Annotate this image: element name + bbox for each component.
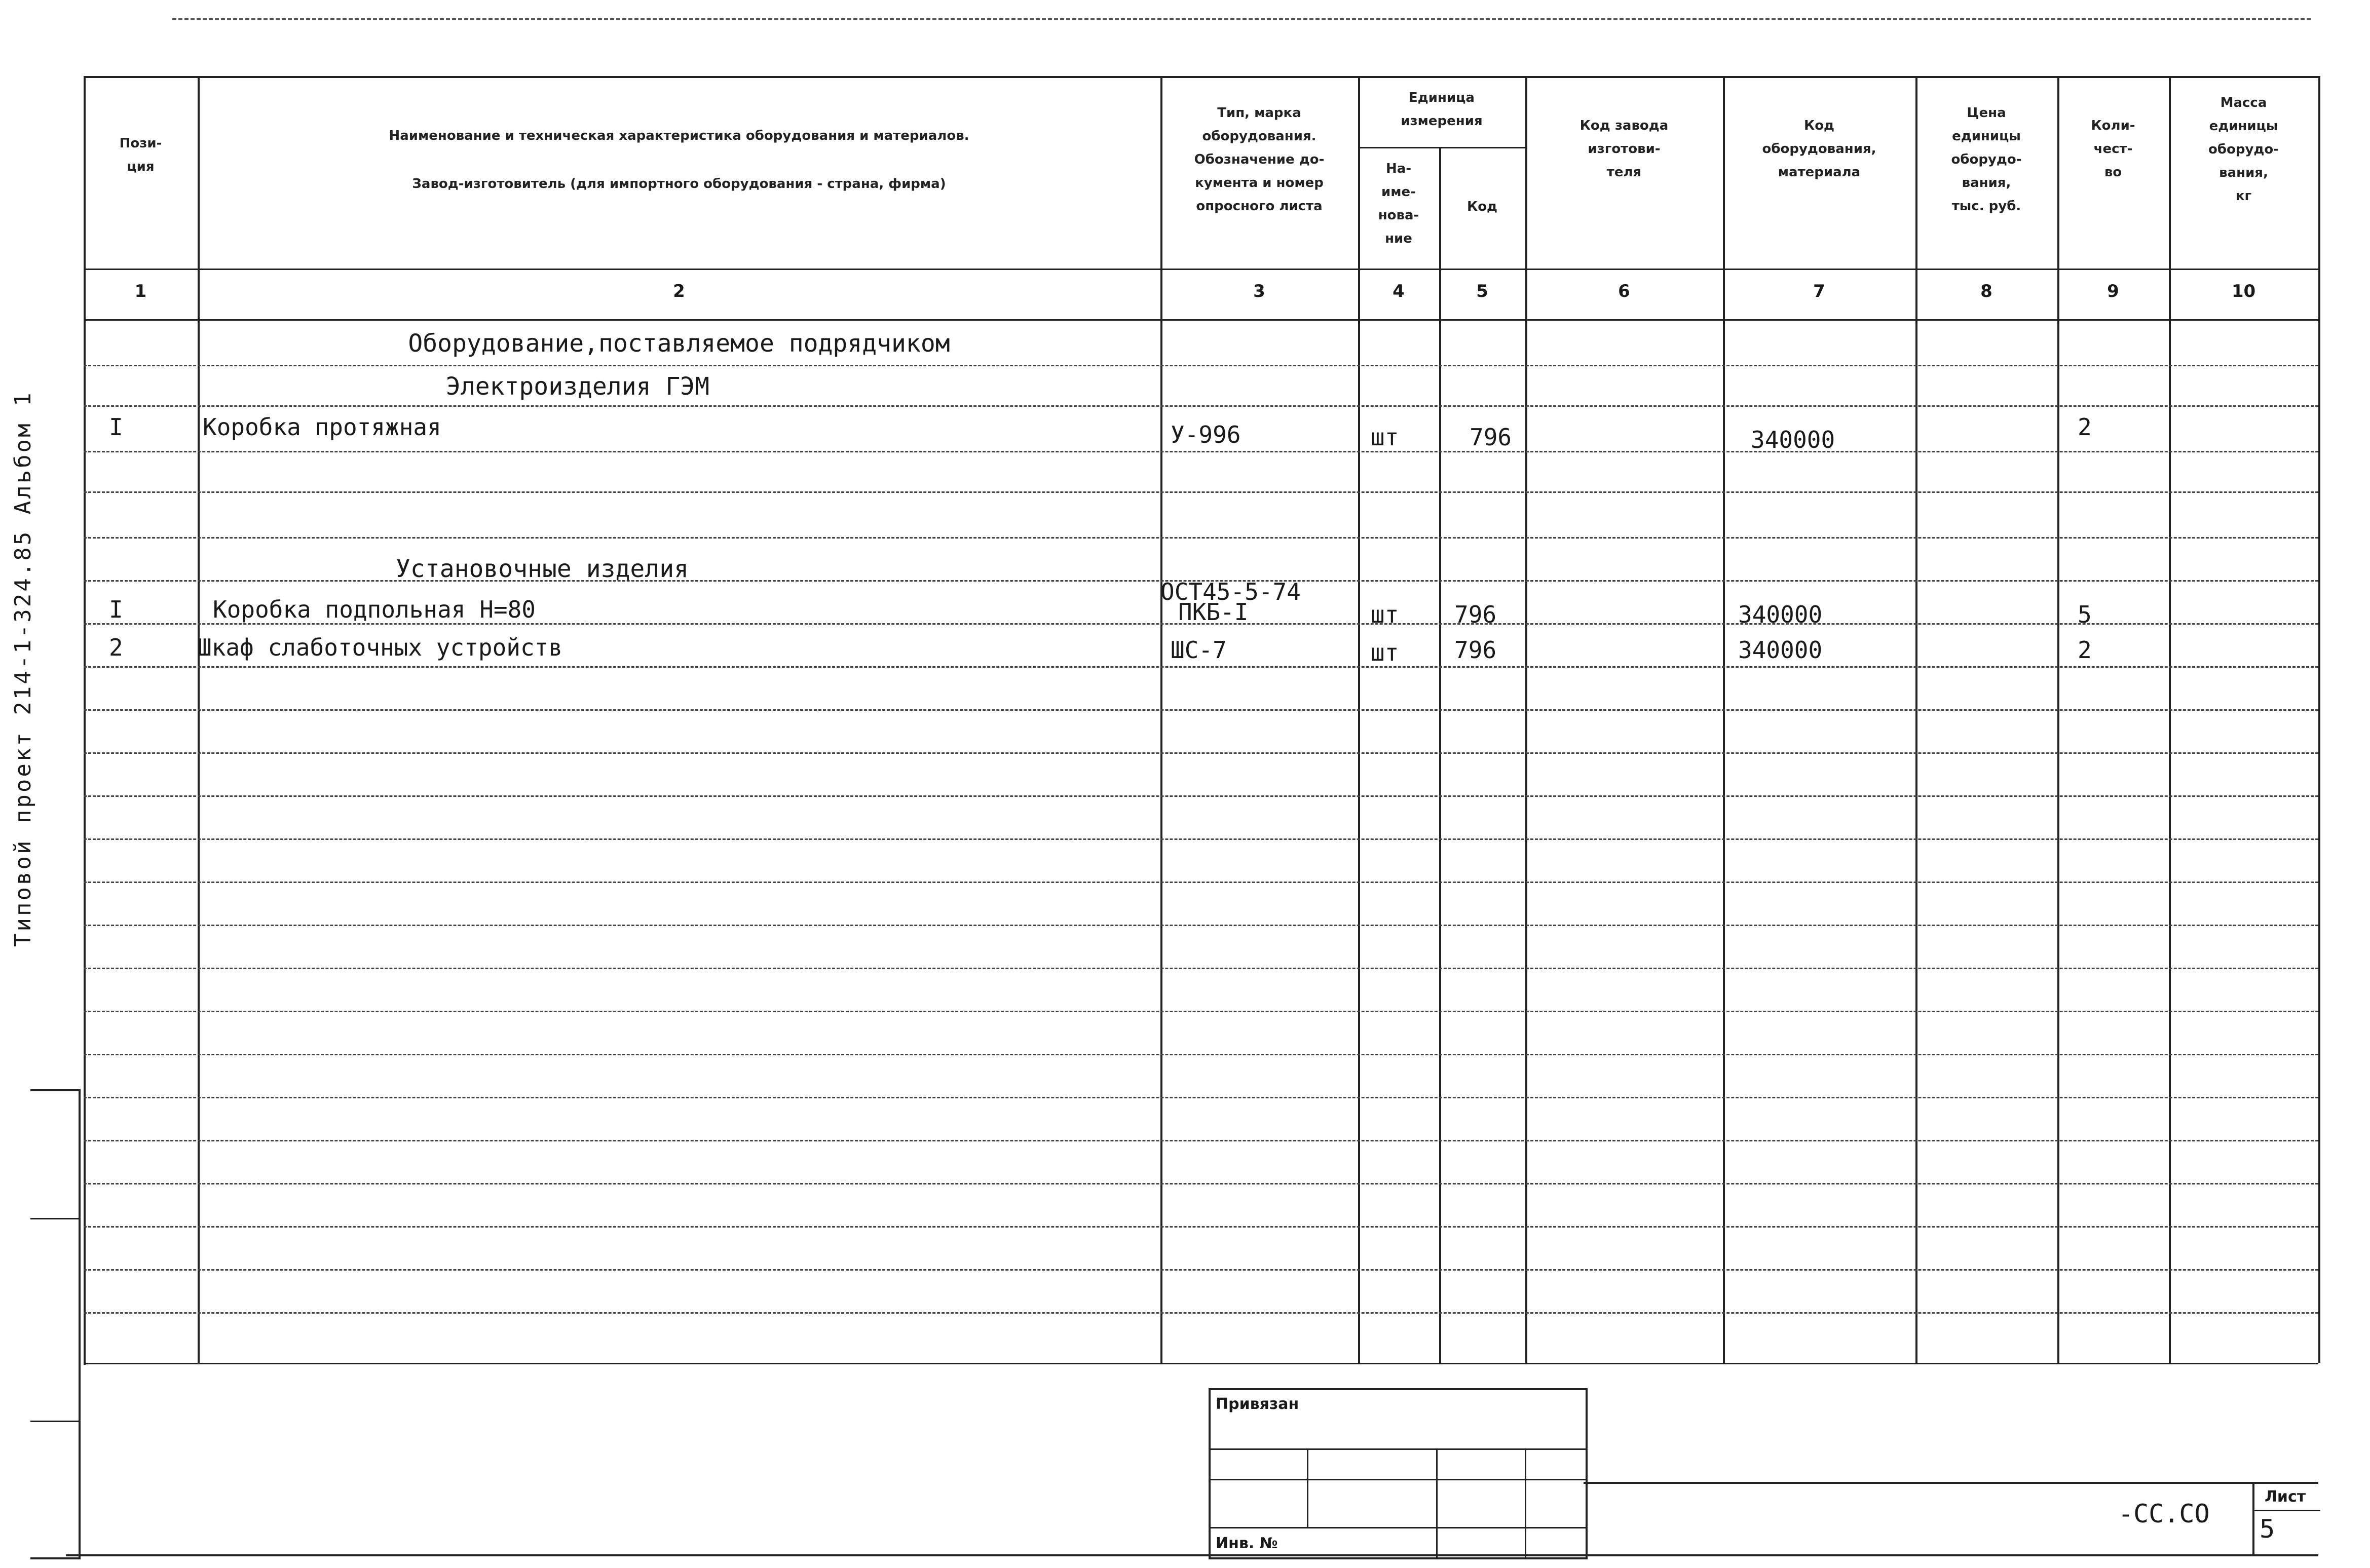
col-number-3: 3 <box>1253 281 1265 301</box>
row2-unit-code: 796 <box>1454 601 1497 628</box>
bottom-frame-line <box>66 1554 2318 1556</box>
left-margin-stamp <box>30 1089 81 1559</box>
sheet-box <box>2252 1482 2320 1554</box>
col-number-8: 8 <box>1980 281 1992 301</box>
side-stamp-text: Типовой проект 214-1-324.85 Альбом 1 <box>10 391 36 947</box>
row2-type: ОСТ45-5-74 <box>1160 578 1301 605</box>
row1-unit: шт <box>1371 424 1399 451</box>
col-number-4: 4 <box>1393 281 1405 301</box>
bound-label: Привязан <box>1216 1395 1299 1413</box>
row3-material-code: 340000 <box>1738 636 1823 664</box>
top-rule <box>172 18 2311 20</box>
row3-quantity: 2 <box>2078 636 2092 664</box>
row2-position: I <box>109 596 123 623</box>
row1-material-code: 340000 <box>1751 426 1835 453</box>
row3-unit-code: 796 <box>1454 636 1497 664</box>
row2-quantity: 5 <box>2078 601 2092 628</box>
header-unit-code: Код <box>1466 199 1498 214</box>
section-title-electro: Электроизделия ГЭМ <box>445 372 710 401</box>
col-number-10: 10 <box>2231 281 2256 301</box>
row2-unit: шт <box>1371 601 1399 628</box>
title-block-rule <box>1584 1482 2318 1484</box>
col-number-6: 6 <box>1618 281 1630 301</box>
row3-name: Шкаф слаботочных устройств <box>198 634 563 661</box>
col-number-2: 2 <box>673 281 685 301</box>
header-position: Пози- ция <box>119 136 162 174</box>
col-number-1: 1 <box>134 281 147 301</box>
row1-quantity: 2 <box>2078 413 2092 441</box>
row3-position: 2 <box>109 634 123 661</box>
header-name-line2: Завод-изготовитель (для импортного оборудования - страна, фирма) <box>412 176 946 192</box>
row1-type: У-996 <box>1171 421 1241 448</box>
header-name-line1: Наименование и техническая характеристика оборудования и материалов. <box>389 128 969 143</box>
sheet-number: 5 <box>2260 1514 2275 1544</box>
header-type: Тип, марка оборудования. Обозначение до- кумента и номер опросного листа <box>1194 105 1325 214</box>
header-price: Цена единицы оборудо- вания, тыс. руб. <box>1951 105 2022 214</box>
header-unit: Единица измерения <box>1401 90 1483 129</box>
row2-name: Коробка подпольная Н=80 <box>213 596 536 623</box>
col-number-9: 9 <box>2107 281 2119 301</box>
col-number-7: 7 <box>1813 281 1825 301</box>
col-number-5: 5 <box>1476 281 1488 301</box>
row3-type: ШС-7 <box>1171 636 1227 664</box>
row1-position: I <box>109 413 123 441</box>
row3-unit: шт <box>1371 639 1399 666</box>
section-title-installation: Установочные изделия <box>396 555 689 583</box>
bound-stamp <box>1209 1388 1588 1559</box>
document-code: -СС.СО <box>2118 1499 2210 1528</box>
inventory-label: Инв. № <box>1216 1535 1278 1552</box>
sheet-label: Лист <box>2265 1488 2306 1506</box>
header-factory-code: Код завода изготови- теля <box>1579 118 1669 180</box>
header-mass: Масса единицы оборудо- вания, кг <box>2208 95 2279 204</box>
specification-table <box>84 76 2318 1363</box>
header-material-code: Код оборудования, материала <box>1762 118 1876 180</box>
row2-type-subtitle: ПКБ-I <box>1178 598 1249 626</box>
header-unit-name: На- име- нова- ние <box>1378 161 1419 246</box>
section-title-contractor: Оборудование,поставляемое подрядчиком <box>408 329 950 358</box>
row1-unit-code: 796 <box>1470 424 1512 451</box>
header-quantity: Коли- чест- во <box>2091 118 2135 180</box>
row1-name: Коробка протяжная <box>203 413 441 441</box>
row2-material-code: 340000 <box>1738 601 1823 628</box>
